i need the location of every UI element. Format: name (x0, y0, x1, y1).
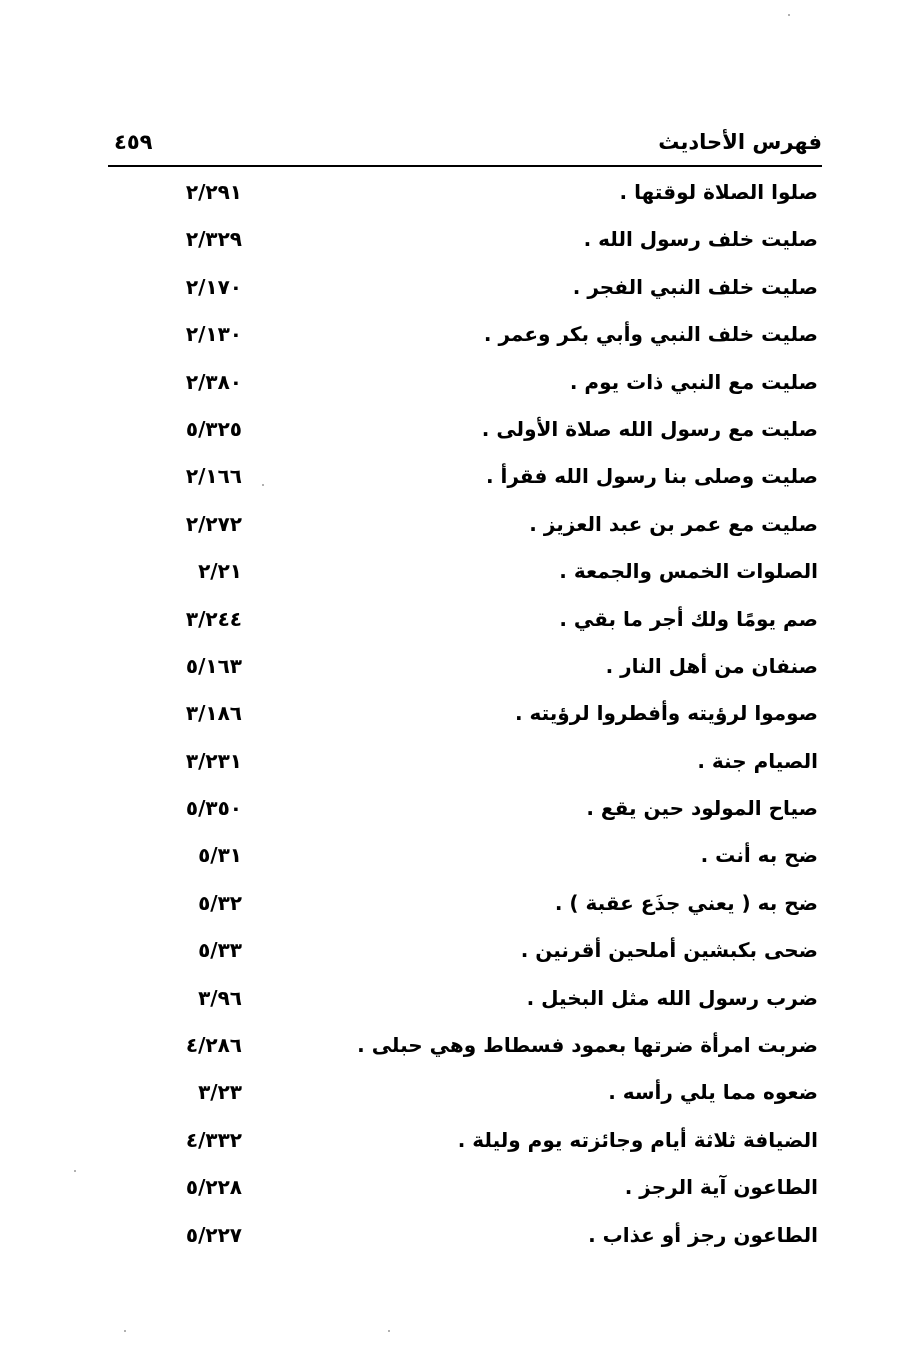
volume-page-ref: ٣/٩٦ (198, 985, 242, 1010)
hadith-text: صليت خلف رسول الله . (583, 227, 818, 252)
volume-page-ref: ٢/٢٧٢ (185, 511, 242, 536)
scan-speck (262, 484, 264, 486)
index-entry (108, 1215, 822, 1262)
hadith-text: الطاعون رجز أو عذاب . (588, 1222, 818, 1247)
volume-page-ref: ٥/٣١ (198, 843, 242, 868)
volume-page-ref: ٥/٣٥٠ (185, 796, 242, 821)
page-number: ٤٥٩ (114, 130, 153, 154)
page-header (108, 128, 822, 164)
index-entry (108, 1120, 822, 1167)
volume-page-ref: ٣/١٨٦ (185, 701, 242, 726)
index-entry (108, 1167, 822, 1214)
index-entry (108, 172, 822, 219)
index-entry (108, 646, 822, 693)
header-divider (108, 165, 822, 167)
scan-speck (788, 14, 790, 16)
scan-speck (388, 1330, 390, 1332)
index-entry (108, 835, 822, 882)
hadith-text: الضيافة ثلاثة أيام وجائزته يوم وليلة . (457, 1127, 818, 1152)
volume-page-ref: ٢/٣٨٠ (185, 369, 242, 394)
hadith-text: ضح به أنت . (700, 843, 818, 868)
hadith-text: ضحى بكبشين أملحين أقرنين . (520, 938, 818, 963)
hadith-index-list (108, 172, 822, 1262)
scan-speck (124, 1330, 126, 1332)
hadith-text: صليت مع النبي ذات يوم . (569, 369, 818, 394)
volume-page-ref: ٤/٣٣٢ (185, 1127, 242, 1152)
volume-page-ref: ٥/٣٣ (198, 938, 242, 963)
volume-page-ref: ٥/١٦٣ (185, 653, 242, 678)
index-entry (108, 741, 822, 788)
volume-page-ref: ٤/٢٨٦ (185, 1033, 242, 1058)
index-entry (108, 1025, 822, 1072)
volume-page-ref: ٥/٢٢٨ (185, 1175, 242, 1200)
hadith-text: صليت وصلى بنا رسول الله فقرأ . (485, 464, 818, 489)
index-entry (108, 599, 822, 646)
index-entry (108, 504, 822, 551)
volume-page-ref: ٢/٢٩١ (185, 180, 242, 204)
hadith-text: صم يومًا ولك أجر ما بقي . (559, 606, 818, 631)
volume-page-ref: ٥/٣٢٥ (185, 416, 242, 441)
hadith-text: ضعوه مما يلي رأسه . (608, 1080, 818, 1105)
hadith-text: صليت خلف النبي الفجر . (572, 274, 818, 299)
volume-page-ref: ٥/٢٢٧ (185, 1222, 242, 1247)
index-entry (108, 788, 822, 835)
index-entry (108, 267, 822, 314)
index-entry (108, 930, 822, 977)
volume-page-ref: ٢/١٦٦ (185, 464, 242, 489)
hadith-text: صوموا لرؤيته وأفطروا لرؤيته . (514, 701, 818, 726)
hadith-text: صليت مع عمر بن عبد العزيز . (529, 511, 818, 536)
index-entry (108, 693, 822, 740)
hadith-text: الطاعون آية الرجز . (624, 1175, 818, 1200)
hadith-text: صياح المولود حين يقع . (586, 796, 818, 821)
volume-page-ref: ٢/١٣٠ (185, 322, 242, 347)
hadith-text: صلوا الصلاة لوقتها . (619, 180, 818, 204)
hadith-text: ضح به ( يعني جذَع عقبة ) . (554, 890, 818, 915)
volume-page-ref: ٣/٢٤٤ (185, 606, 242, 631)
volume-page-ref: ٢/٢١ (198, 559, 242, 584)
index-entry (108, 978, 822, 1025)
volume-page-ref: ٥/٣٢ (198, 890, 242, 915)
index-entry (108, 409, 822, 456)
volume-page-ref: ٣/٢٣ (198, 1080, 242, 1105)
hadith-text: صنفان من أهل النار . (605, 653, 818, 678)
index-entry (108, 456, 822, 503)
hadith-text: صليت مع رسول الله صلاة الأولى . (481, 416, 818, 441)
volume-page-ref: ٣/٢٣١ (185, 748, 242, 773)
index-entry (108, 314, 822, 361)
hadith-text: صليت خلف النبي وأبي بكر وعمر . (483, 322, 818, 347)
index-entry (108, 362, 822, 409)
hadith-text: الصيام جنة . (697, 748, 818, 773)
index-entry (108, 551, 822, 598)
scan-speck (74, 1170, 76, 1172)
index-entry (108, 883, 822, 930)
hadith-text: ضرب رسول الله مثل البخيل . (526, 985, 818, 1010)
volume-page-ref: ٢/٣٢٩ (185, 227, 242, 252)
volume-page-ref: ٢/١٧٠ (185, 274, 242, 299)
hadith-text: الصلوات الخمس والجمعة . (559, 559, 818, 584)
hadith-text: ضربت امرأة ضرتها بعمود فسطاط وهي حبلى . (357, 1033, 818, 1058)
running-title: فهرس الأحاديث (658, 130, 822, 154)
index-entry (108, 219, 822, 266)
index-entry (108, 1072, 822, 1119)
